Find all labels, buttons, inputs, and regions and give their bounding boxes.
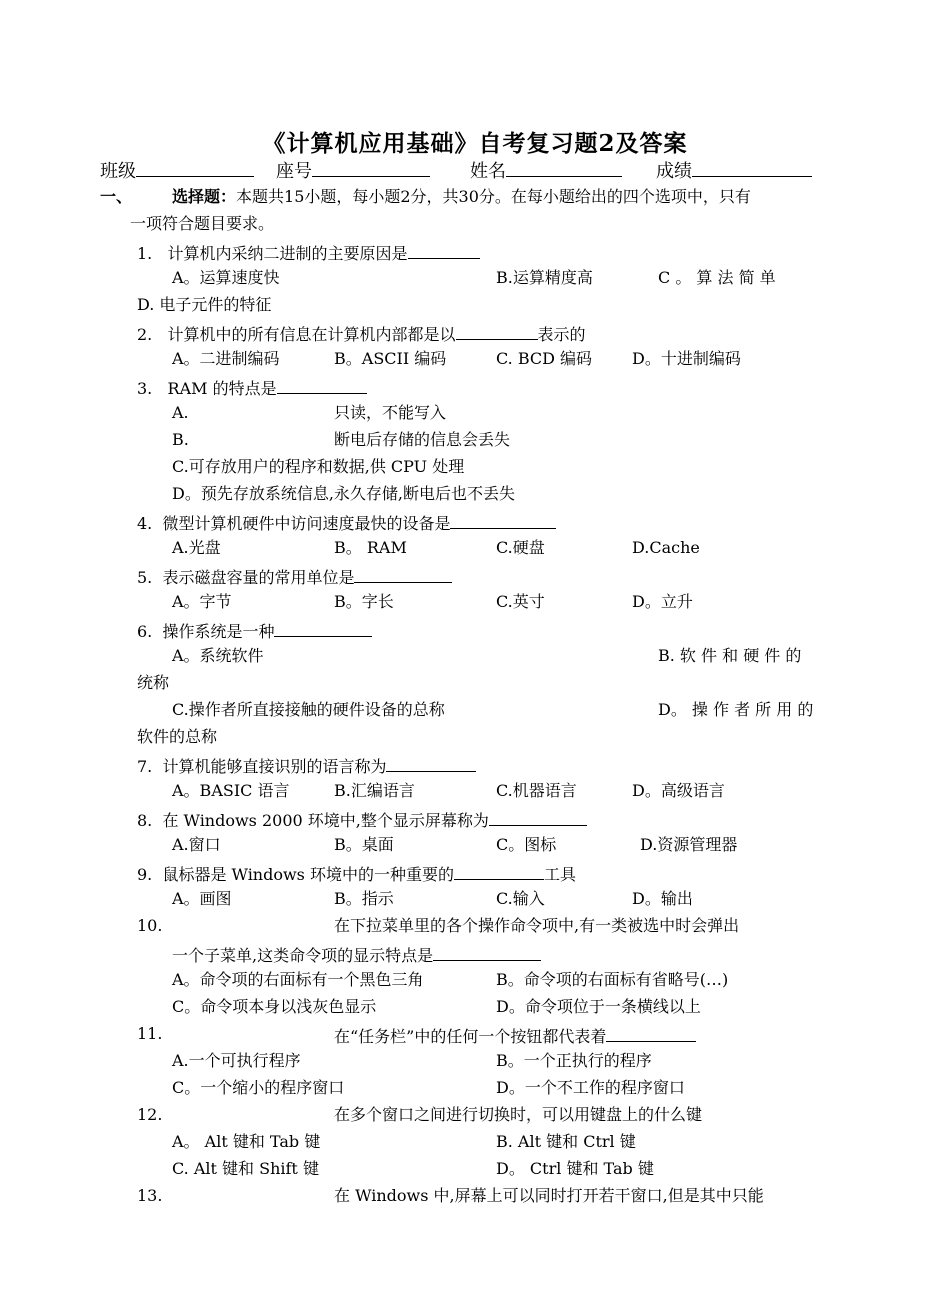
q7-option-c: C.机器语言	[496, 781, 577, 800]
answer-blank	[386, 753, 476, 772]
answer-blank	[354, 564, 452, 583]
name-blank	[506, 158, 622, 177]
q3-option-b: 断电后存储的信息会丢失	[334, 430, 511, 449]
q11-option-b: B。一个正执行的程序	[496, 1051, 652, 1070]
q6-option-b: B. 软 件 和 硬 件 的	[658, 646, 802, 665]
class-field	[100, 158, 254, 185]
question-1-stem: 1. 计算机内采纳二进制的主要原因是	[137, 240, 480, 265]
q11-option-c: C。一个缩小的程序窗口	[172, 1078, 345, 1097]
question-13-number: 13.	[137, 1186, 163, 1205]
question-12-stem: 在多个窗口之间进行切换时，可以用键盘上的什么键	[334, 1105, 703, 1124]
question-9-stem: 9. 鼠标器是 Windows 环境中的一种重要的 工具	[137, 861, 576, 886]
score-field	[656, 158, 812, 185]
q12-option-a: A。 Alt 键和 Tab 键	[172, 1132, 321, 1151]
q12-option-c: C. Alt 键和 Shift 键	[172, 1159, 319, 1178]
question-3-stem: 3. RAM 的特点是	[137, 375, 367, 400]
q6-option-d: D。 操 作 者 所 用 的	[658, 700, 814, 719]
q12-option-b: B. Alt 键和 Ctrl 键	[496, 1132, 636, 1151]
section-desc-1: 本题共15小题，每小题2分，共30分。在每小题给出的四个选项中，只有	[236, 187, 751, 206]
question-10-stem: 在下拉菜单里的各个操作命令项中,有一类被选中时会弹出	[334, 916, 740, 935]
q3-option-a-letter: A.	[172, 403, 189, 422]
question-12-number: 12.	[137, 1105, 163, 1124]
q7-option-d: D。高级语言	[632, 781, 725, 800]
name-label: 姓名	[470, 161, 506, 182]
q9-option-a: A。画图	[172, 889, 232, 908]
q3-option-d: D。预先存放系统信息,永久存储,断电后也不丢失	[172, 484, 516, 503]
q2-option-a: A。二进制编码	[172, 349, 280, 368]
question-5-stem: 5. 表示磁盘容量的常用单位是	[137, 564, 452, 589]
question-2-stem: 2. 计算机中的所有信息在计算机内部都是以 表示的	[137, 321, 586, 346]
q8-option-a: A.窗口	[172, 835, 221, 854]
class-blank	[136, 158, 254, 177]
q8-option-c: C。图标	[496, 835, 557, 854]
q11-option-a: A.一个可执行程序	[172, 1051, 301, 1070]
seat-label: 座号	[276, 161, 312, 182]
answer-blank	[408, 240, 480, 259]
answer-blank	[274, 618, 372, 637]
question-11-number: 11.	[137, 1024, 163, 1043]
section-number: 一、	[100, 187, 133, 206]
q6-option-a: A。系统软件	[172, 646, 264, 665]
seat-blank	[312, 158, 430, 177]
q7-option-a: A。BASIC 语言	[172, 781, 290, 800]
question-8-stem: 8. 在 Windows 2000 环境中,整个显示屏幕称为	[137, 807, 587, 832]
answer-blank	[454, 861, 544, 880]
question-11-stem: 在“任务栏”中的任何一个按钮都代表着	[334, 1023, 696, 1048]
q10-option-b: B。命令项的右面标有省略号(…)	[496, 970, 729, 989]
answer-blank	[450, 510, 556, 529]
q4-option-c: C.硬盘	[496, 538, 545, 557]
q8-option-d: D.资源管理器	[640, 835, 738, 854]
answer-blank	[433, 942, 541, 961]
q5-option-b: B。字长	[334, 592, 394, 611]
question-4-stem: 4. 微型计算机硬件中访问速度最快的设备是	[137, 510, 556, 535]
score-blank	[692, 158, 812, 177]
section-heading	[172, 186, 751, 208]
q1-option-a: A。运算速度快	[172, 268, 280, 287]
q1-option-d: D. 电子元件的特征	[137, 295, 272, 314]
answer-blank	[489, 807, 587, 826]
q2-option-d: D。十进制编码	[632, 349, 741, 368]
q2-option-b: B。ASCII 编码	[334, 349, 447, 368]
q9-option-c: C.输入	[496, 889, 545, 908]
question-10-number: 10.	[137, 916, 163, 935]
section-desc-2: 一项符合题目要求。	[130, 214, 275, 233]
q3-option-b-letter: B.	[172, 430, 189, 449]
q2-option-c: C. BCD 编码	[496, 349, 593, 368]
score-label: 成绩	[656, 161, 692, 182]
q10-option-c: C。命令项本身以浅灰色显示	[172, 997, 377, 1016]
q5-option-c: C.英寸	[496, 592, 545, 611]
q4-option-b: B。 RAM	[334, 538, 407, 557]
document-title: 《计算机应用基础》自考复习题2及答案	[262, 130, 688, 157]
q12-option-d: D。 Ctrl 键和 Tab 键	[496, 1159, 654, 1178]
q6-option-c: C.操作者所直接接触的硬件设备的总称	[172, 700, 445, 719]
q3-option-a: 只读，不能写入	[334, 403, 447, 422]
q3-option-c: C.可存放用户的程序和数据,供 CPU 处理	[172, 457, 465, 476]
seat-field	[276, 158, 430, 185]
question-13-stem: 在 Windows 中,屏幕上可以同时打开若干窗口,但是其中只能	[334, 1186, 764, 1205]
section-title: 选择题：	[172, 187, 237, 206]
class-label: 班级	[100, 161, 136, 182]
q1-option-c: C 。 算 法 简 单	[658, 268, 776, 287]
q9-option-b: B。指示	[334, 889, 394, 908]
question-7-stem: 7. 计算机能够直接识别的语言称为	[137, 753, 476, 778]
q10-option-a: A。命令项的右面标有一个黑色三角	[172, 970, 424, 989]
q11-option-d: D。一个不工作的程序窗口	[496, 1078, 685, 1097]
answer-blank	[277, 375, 367, 394]
answer-blank	[456, 321, 538, 340]
q5-option-d: D。立升	[632, 592, 693, 611]
q5-option-a: A。字节	[172, 592, 232, 611]
q10-option-d: D。命令项位于一条横线以上	[496, 997, 701, 1016]
q6-option-d-cont: 软件的总称	[137, 727, 218, 746]
q6-option-b-cont: 统称	[137, 673, 170, 692]
q7-option-b: B.汇编语言	[334, 781, 415, 800]
question-6-stem: 6. 操作系统是一种	[137, 618, 372, 643]
q4-option-d: D.Cache	[632, 538, 700, 557]
question-10-stem-cont: 一个子菜单,这类命令项的显示特点是	[172, 942, 541, 967]
q9-option-d: D。输出	[632, 889, 693, 908]
name-field	[470, 158, 622, 185]
q8-option-b: B。桌面	[334, 835, 394, 854]
q4-option-a: A.光盘	[172, 538, 221, 557]
answer-blank	[606, 1023, 696, 1042]
q1-option-b: B.运算精度高	[496, 268, 593, 287]
